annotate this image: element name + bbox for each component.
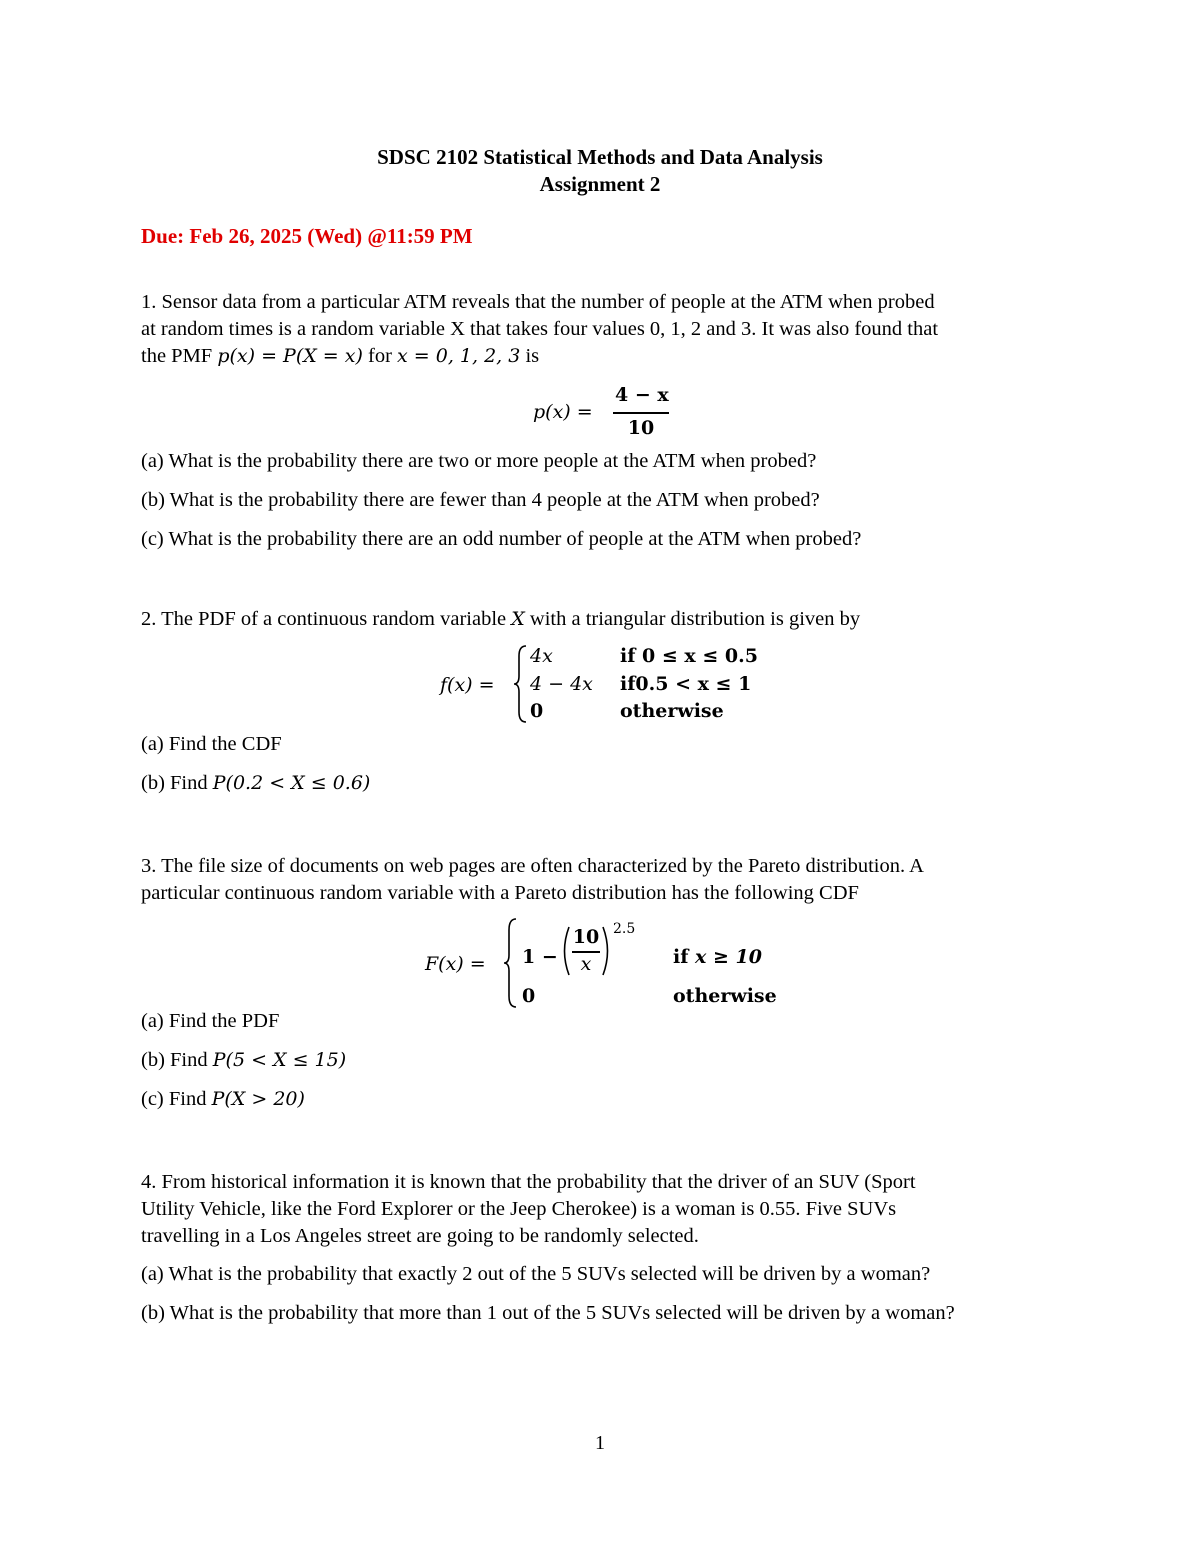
q2-intro [141,608,860,631]
q3-case1-cond [673,946,762,968]
q3-case2-cond: otherwise [673,985,777,1007]
q3-case2-expr: 0 [522,985,536,1007]
q1-part-b: (b) What is the probability there are fewer than 4 people at the ATM when probed? [141,489,820,511]
q3-left-paren [558,925,572,977]
q2-left-brace [513,644,529,724]
q3-part-c-expr: P(X > 20) [211,1088,305,1110]
q4-intro-line3: travelling in a Los Angeles street are going to be randomly selected. [141,1225,699,1247]
q3-intro-line2: particular continuous random variable with a Pareto distribution has the following CDF [141,882,859,904]
q2-case3-cond: otherwise [620,700,724,722]
q2-case2-cond [620,673,751,695]
assignment-title: Assignment 2 [539,172,661,196]
q1-pmf-def: p(x) = P(X = x) [217,345,363,367]
q1-text: is [520,345,540,367]
q3-part-a: (a) Find the PDF [141,1010,280,1032]
q2-pdf-formula [440,642,780,728]
q3-if: if [673,946,689,968]
q3-frac-numerator: 10 [572,926,600,948]
q1-x-values: x = 0, 1, 2, 3 [397,345,521,367]
q2-if: if [620,673,636,695]
q1-pmf-formula [533,384,683,444]
q2-text: 2. The PDF of a continuous random variable [141,608,512,630]
q3-exponent: 2.5 [613,921,636,937]
q3-intro-line1: 3. The file size of documents on web pages are often characterized by the Pareto distribution. A [141,855,924,877]
q2-part-b [141,772,370,795]
q2-case2-cond-text: 0.5 < x ≤ 1 [635,673,752,695]
q1-formula-denominator: 10 [627,417,655,439]
q4-intro-line2: Utility Vehicle, like the Ford Explorer or the Jeep Cherokee) is a woman is 0.55. Five SUVs [141,1198,897,1220]
q3-case1-cond-text: x ≥ 10 [695,946,762,968]
q3-right-paren [600,925,614,977]
q3-part-b [141,1049,346,1072]
q2-if: if [620,645,643,667]
q1-text: for [362,345,398,367]
q1-part-a: (a) What is the probability there are two or more people at the ATM when probed? [141,450,817,472]
q1-formula-numerator: 4 − x [615,384,669,406]
q1-text: the PMF [141,345,218,367]
q3-part-c-label: (c) Find [141,1088,212,1110]
q2-formula-lhs: f(x) = [440,674,495,696]
q1-fraction-bar [613,412,669,414]
q1-intro-line1: 1. Sensor data from a particular ATM reveals that the number of people at the ATM when probed [141,291,935,313]
q2-text: with a triangular distribution is given by [524,608,861,630]
q3-formula-lhs: F(x) = [425,953,486,975]
q2-case1-cond [620,645,758,667]
due-date: Due: Feb 26, 2025 (Wed) @11:59 PM [141,224,473,248]
q1-part-c: (c) What is the probability there are an odd number of people at the ATM when probed? [141,528,862,550]
q2-case1-cond-text: 0 ≤ x ≤ 0.5 [642,645,758,667]
q2-part-b-expr: P(0.2 < X ≤ 0.6) [212,772,371,794]
q1-intro-line3 [141,345,539,368]
q2-case1-expr [530,645,553,667]
q3-part-b-label: (b) Find [141,1049,213,1071]
q3-left-brace [503,917,519,1009]
q3-part-c [141,1088,305,1111]
course-title: SDSC 2102 Statistical Methods and Data Analysis [377,145,823,169]
q4-part-b: (b) What is the probability that more than 1 out of the 5 SUVs selected will be driven by a woman? [141,1302,955,1324]
q2-case3-expr: 0 [530,700,544,722]
q2-case2-expr: 4 − 4x [530,673,593,695]
q4-intro-line1: 4. From historical information it is known that the probability that the driver of an SUV (Sport [141,1171,916,1193]
q1-formula-lhs: p(x) = [533,401,593,423]
q4-part-a: (a) What is the probability that exactly 2 out of the 5 SUVs selected will be driven by a woman? [141,1263,931,1285]
page-number: 1 [595,1432,605,1454]
q1-intro-line2: at random times is a random variable X that takes four values 0, 1, 2 and 3. It was also found that [141,318,939,340]
q2-part-a: (a) Find the CDF [141,733,282,755]
q3-frac-denominator: x [580,953,592,975]
q2-case1-expr-text: 4x [530,645,553,667]
q3-case1-one: 1 − [522,946,558,968]
q3-cdf-formula [425,915,785,1010]
q3-part-b-expr: P(5 < X ≤ 15) [212,1049,347,1071]
q2-var: X [511,608,525,630]
q2-part-b-label: (b) Find [141,772,213,794]
